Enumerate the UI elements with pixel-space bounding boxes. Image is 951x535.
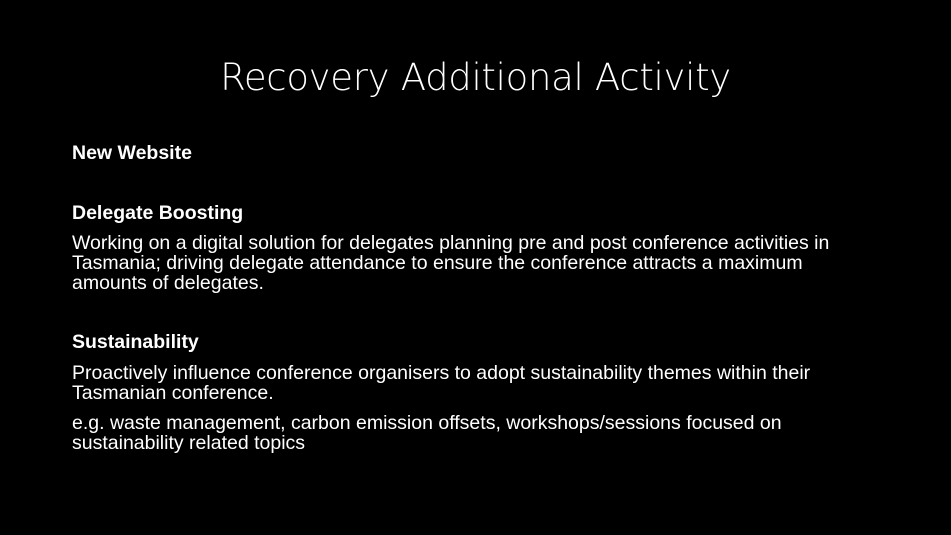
sustainability-text: Proactively influence conference organisers to adopt sustainability themes within their Tasmanian conference. — [72, 362, 811, 404]
delegate-boosting-text: Working on a digital solution for delegates planning pre and post conference activities in Tasmania; driving delegate attendance to ensure the conference attracts a maximum amounts of delegates. — [72, 232, 830, 294]
heading-delegate-boosting: Delegate Boosting — [72, 202, 244, 224]
slide-title: Recovery Additional Activity — [220, 56, 731, 99]
heading-sustainability: Sustainability — [72, 331, 199, 353]
heading-new-website: New Website — [72, 142, 192, 164]
sustainability-examples-text: e.g. waste management, carbon emission offsets, workshops/sessions focused on sustainability related topics — [72, 412, 782, 454]
